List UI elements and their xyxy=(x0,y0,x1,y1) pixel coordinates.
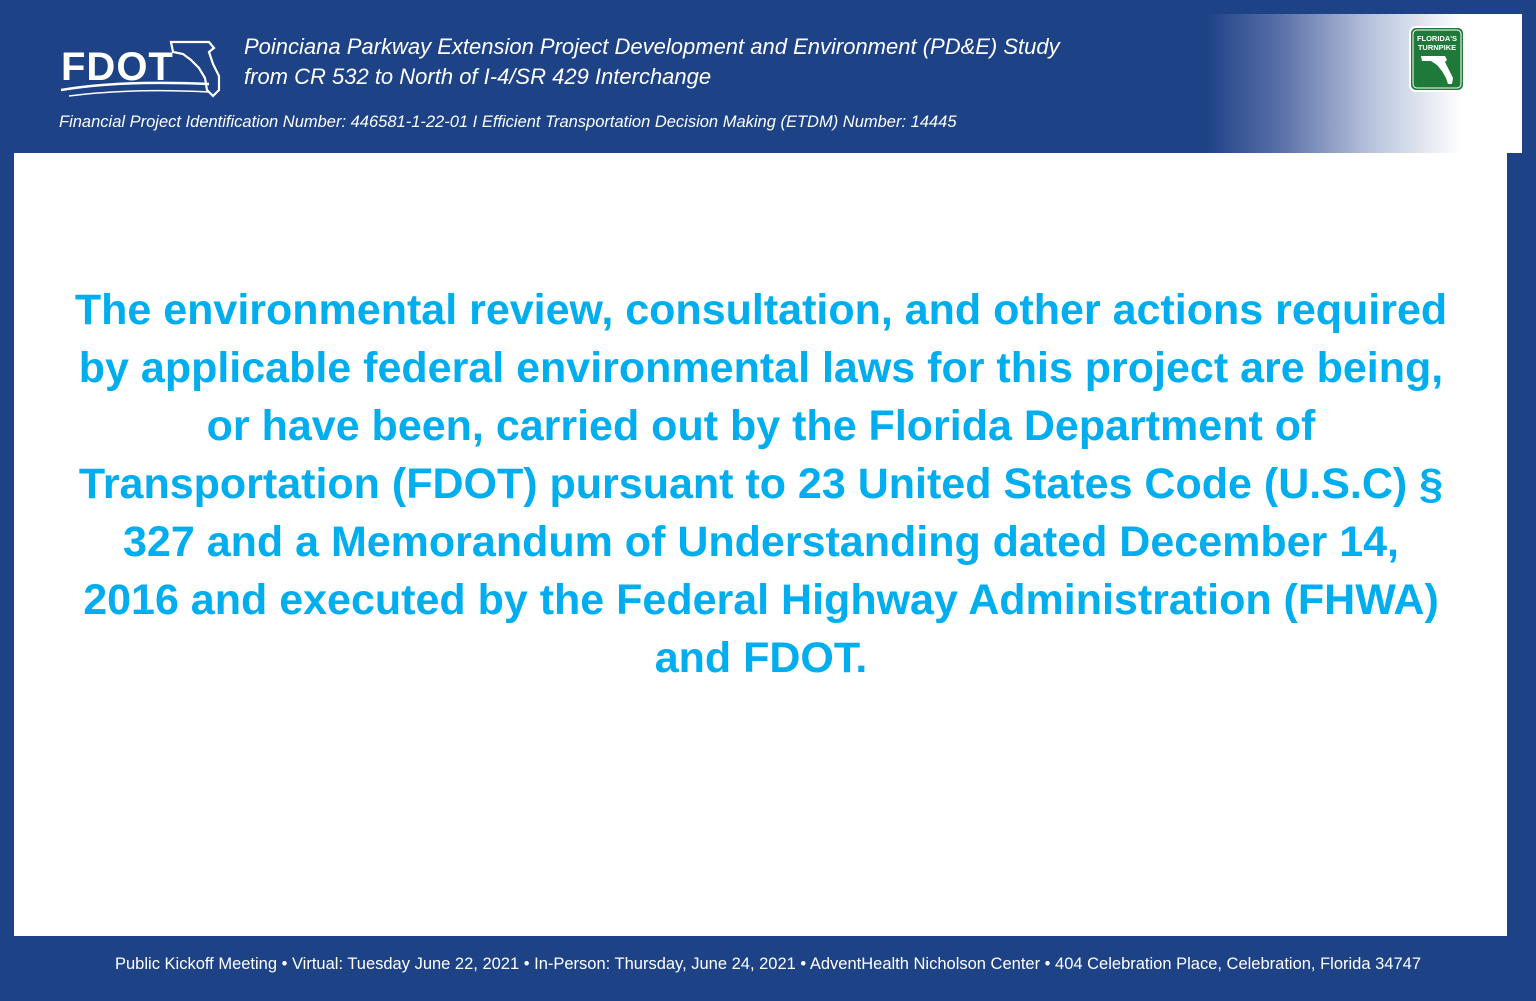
turnpike-badge-line-1: FLORIDA'S xyxy=(1416,34,1458,43)
federal-environmental-statement: The environmental review, consultation, and other actions required by applicable federal environmental laws for this project are being, or have been, carried out by the Florida Department of Transportation (FDOT) pursuant to 23 United States Code (U.S.C) § 327 and a Memorandum of Understanding dated December 14, 2016 and executed by the Federal Highway Administration (FHWA) and FDOT. xyxy=(74,286,1448,682)
fdot-logo-icon xyxy=(59,34,229,104)
project-title-line-1: Poinciana Parkway Extension Project Development and Environment (PD&E) Study xyxy=(244,34,1060,59)
meeting-info-footer: Public Kickoff Meeting • Virtual: Tuesday June 22, 2021 • In-Person: Thursday, June 24, 2021 • AdventHealth Nicholson Center • 404 Celebration Place, Celebration, Florida 34747 xyxy=(115,955,1421,973)
main-content-panel xyxy=(14,153,1507,936)
turnpike-badge-icon xyxy=(1409,26,1465,92)
header-banner xyxy=(14,14,1522,153)
project-title-line-2: from CR 532 to North of I-4/SR 429 Interchange xyxy=(244,64,712,89)
turnpike-badge-line-2: TURNPIKE xyxy=(1417,43,1457,52)
logo-text: FDOT xyxy=(61,45,174,89)
financial-project-line: Financial Project Identification Number: 446581-1-22-01 I Efficient Transportation Decision Making (ETDM) Number: 14445 xyxy=(59,113,957,131)
